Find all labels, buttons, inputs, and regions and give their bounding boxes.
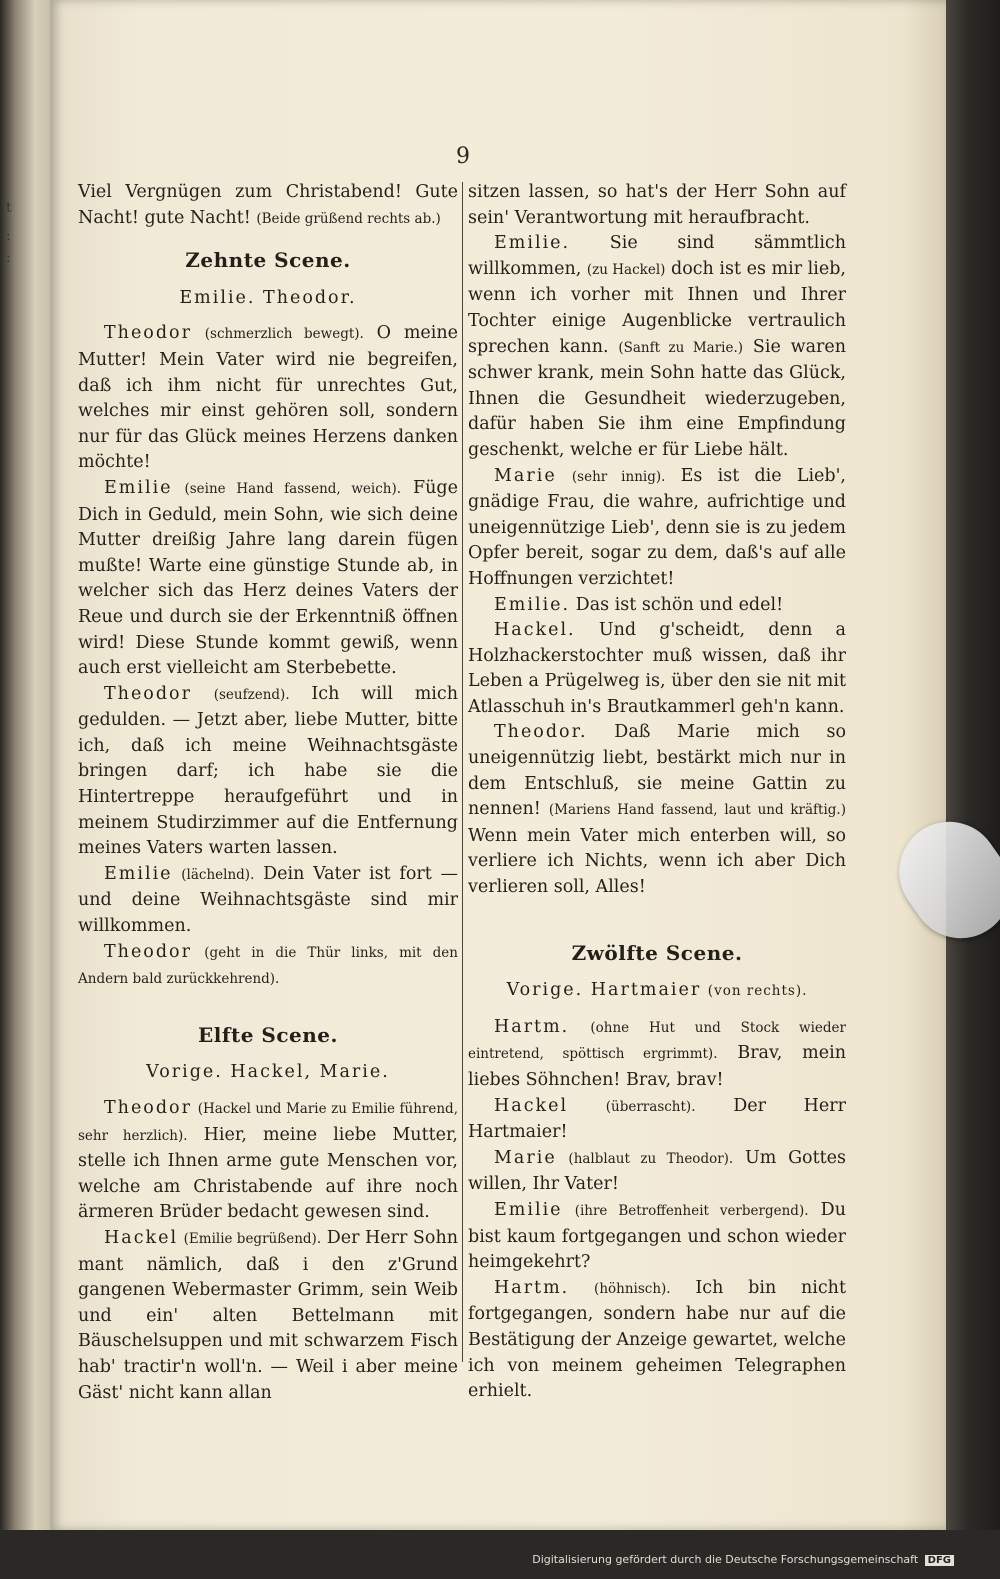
column-divider xyxy=(462,182,463,1362)
paragraph: Hartm. (höhnisch). Ich bin nicht fortgegangen, sondern habe nur auf die Bestätigung der Anzeige gewartet, welche ich von meinem geheimen Telegraphen erhielt. xyxy=(468,1277,846,1402)
paragraph: Marie (sehr innig). Es ist die Lieb', gnädige Frau, die wahre, aufrichtige und uneigennützige Lieb', denn sie is zu jedem Opfer bereit, sogar zu dem, daß's auf alle Hoffnungen verzichtet! xyxy=(468,465,846,589)
paragraph: Emilie. Sie sind sämmtlich willkommen, (zu Hackel) doch ist es mir lieb, wenn ich vorher mit Ihnen und Ihrer Tochter einige Augenblicke vertraulich sprechen kann. (Sanft zu Marie.) Sie waren schwer krank, mein Sohn hatte das Glück, Ihnen die Gesundheit wiederzugeben, dafür haben Sie ihm eine Empfindung geschenkt, welche er für Liebe hält. xyxy=(468,233,846,460)
footer-text: Digitalisierung gefördert durch die Deutsche Forschungsgemeinschaft xyxy=(532,1553,919,1566)
paragraph: Theodor (geht in die Thür links, mit den Andern bald zurückkehrend). xyxy=(78,941,458,988)
scene-cast: Vorige. Hackel, Marie. xyxy=(146,1062,390,1083)
scene-cast: Vorige. Hartmaier (von rechts). xyxy=(506,980,808,1001)
paragraph: Hartm. (ohne Hut und Stock wieder eintretend, spöttisch ergrimmt). Brav, mein liebes Söhnchen! Brav, brav! xyxy=(468,1016,846,1090)
paragraph: Marie (halblaut zu Theodor). Um Gottes willen, Ihr Vater! xyxy=(468,1147,846,1195)
paragraph: Emilie. Das ist schön und edel! xyxy=(494,594,784,615)
paragraph: Theodor (Hackel und Marie zu Emilie führend, sehr herzlich). Hier, meine liebe Mutter, stelle ich Ihnen arme gute Menschen vor, welche am Christabende auf ihre noch ärmeren Brüder bedacht gewesen sind. xyxy=(78,1098,458,1223)
paragraph: Hackel. Und g'scheidt, denn a Holzhackerstochter muß wissen, daß ihr Leben a Prügelweg is, über den sie nit mit Atlasschuh in's Brautkammerl geh'n kann. xyxy=(468,620,846,717)
paragraph: Emilie (seine Hand fassend, weich). Füge Dich in Geduld, mein Sohn, wie sich deine Mutter dreißig Jahre lang darein fügen mußte! Warte eine günstige Stunde ab, in welcher sich das Herz deines Vaters der Reue und durch sie der Erkenntniß öffnen wird! Diese Stunde kommt gewiß, wenn auch erst vielleicht am Sterbebette. xyxy=(78,477,458,679)
edge-mark: t xyxy=(6,200,12,216)
scene-heading: Elfte Scene. xyxy=(198,1022,338,1047)
paragraph: sitzen lassen, so hat's der Herr Sohn auf sein' Verantwortung mit heraufbracht. xyxy=(468,182,846,228)
paragraph: Hackel (überrascht). Der Herr Hartmaier! xyxy=(468,1095,846,1143)
paragraph: Viel Vergnügen zum Christabend! Gute Nacht! gute Nacht! (Beide grüßend rechts ab.) xyxy=(78,182,458,228)
scene-heading: Zehnte Scene. xyxy=(185,248,351,273)
left-column xyxy=(78,180,458,1406)
adjacent-page-edge xyxy=(0,0,50,1579)
paragraph: Theodor. Daß Marie mich so uneigennützig liebt, bestärkt mich nur in dem Entschluß, sie meine Gattin zu nennen! (Mariens Hand fassend, laut und kräftig.) Wenn mein Vater mich enterben will, so verliere ich Nichts, wenn ich aber Dich verlieren soll, Alles! xyxy=(468,722,846,898)
dfg-logo: DFG xyxy=(925,1555,954,1566)
paragraph: Emilie (ihre Betroffenheit verbergend). Du bist kaum fortgegangen und schon wieder heimgekehrt? xyxy=(468,1199,846,1273)
paragraph: Emilie (lächelnd). Dein Vater ist fort — und deine Weihnachtsgäste sind mir willkommen. xyxy=(78,863,458,937)
right-column xyxy=(468,180,846,1405)
edge-mark: : xyxy=(6,228,11,244)
page-number: 9 xyxy=(456,144,470,169)
edge-mark: : xyxy=(6,250,11,266)
scene-heading: Zwölfte Scene. xyxy=(571,940,743,965)
paragraph: Theodor (schmerzlich bewegt). O meine Mutter! Mein Vater wird nie begreifen, daß ich ihm nicht für unrechtes Gut, welches mir einst gehören soll, sondern nur für das Glück meines Herzens danken möchte! xyxy=(78,323,458,473)
paragraph: Theodor (seufzend). Ich will mich gedulden. — Jetzt aber, liebe Mutter, bitte ich, daß ich meine Weihnachtsgäste bringen darf; ich habe sie die Hintertreppe heraufgeführt und in meinem Studirzimmer auf die Entfernung meines Vaters warten lassen. xyxy=(78,683,458,859)
scanner-background xyxy=(946,0,1000,1579)
paragraph: Hackel (Emilie begrüßend). Der Herr Sohn mant nämlich, daß i den z'Grund gangenen Webermaster Grimm, sein Weib und ein' alten Bettelmann mit Bäuschelsuppen und mit schwarzem Fisch hab' tractir'n woll'n. — Weil i aber meine Gäst' nicht kann allan xyxy=(78,1227,458,1403)
scene-cast: Emilie. Theodor. xyxy=(179,287,357,308)
funding-footer xyxy=(532,1553,954,1566)
